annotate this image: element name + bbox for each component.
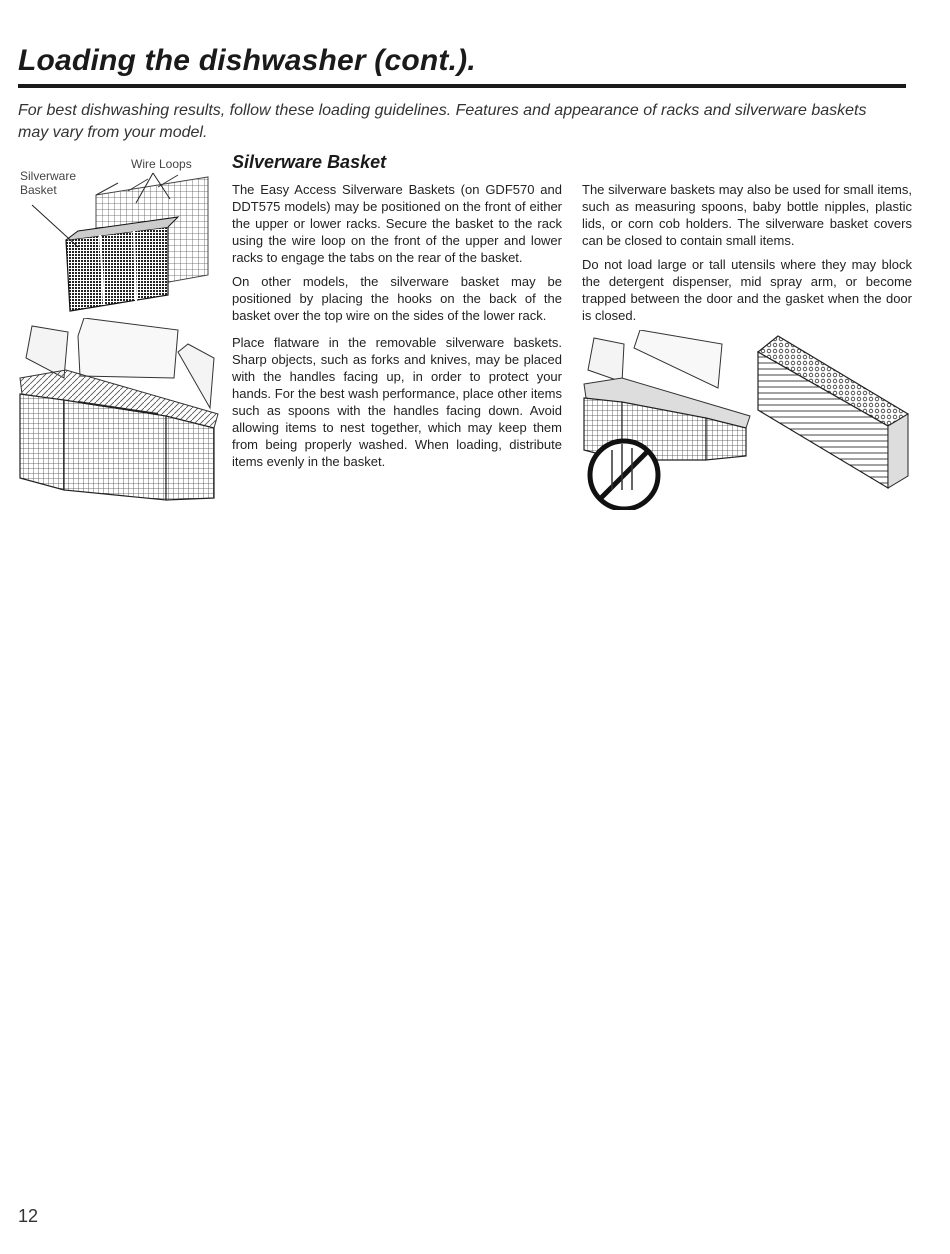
closed-basket-figure xyxy=(748,330,910,490)
page-number: 12 xyxy=(18,1206,39,1226)
paragraph: The silverware baskets may also be used for small items, such as measuring spoons, baby bottle nipples, plastic lids, or corn cob holders. The silverware basket covers can be closed to contain small items. xyxy=(582,182,912,248)
title-rule xyxy=(18,84,906,88)
section-heading: Silverware Basket xyxy=(232,152,387,172)
paragraph: Place flatware in the removable silverware baskets. Sharp objects, such as forks and knives, may be placed with the handles facing up, in order to protect your hands. For the best wash performance, place other items such as spoons with the handles facing down. Avoid allowing items to nest together, which may keep them from being properly washed. When loading, distribute items evenly in the basket. xyxy=(232,335,562,469)
paragraph: On other models, the silverware basket may be positioned by placing the hooks on the back of the basket over the top wire on the sides of the lower rack. xyxy=(232,274,562,323)
paragraph: Do not load large or tall utensils where they may block the detergent dispenser, mid spray arm, or become trapped between the door and the gasket when the door is closed. xyxy=(582,257,912,323)
basket-caution-figure xyxy=(582,330,762,510)
right-text-column xyxy=(582,181,912,331)
page-title: Loading the dishwasher (cont.). xyxy=(18,44,476,77)
rack-basket-figure xyxy=(18,155,218,315)
intro-text: For best dishwashing results, follow these loading guidelines. Features and appearance of racks and silverware baskets may vary from your model. xyxy=(18,102,867,141)
silverware-label-line1: Silverware xyxy=(20,169,77,183)
paragraph: The Easy Access Silverware Baskets (on GDF570 and DDT575 models) may be positioned on the front of either the upper or lower racks. Secure the basket to the rack using the wire loop on the front of the upper and lower racks to engage the tabs on the rear of the basket. xyxy=(232,182,562,265)
open-basket-figure xyxy=(18,318,228,503)
wire-loops-label: Wire Loops xyxy=(131,157,192,171)
left-text-column xyxy=(232,181,562,477)
silverware-label-line2: Basket xyxy=(20,183,57,197)
